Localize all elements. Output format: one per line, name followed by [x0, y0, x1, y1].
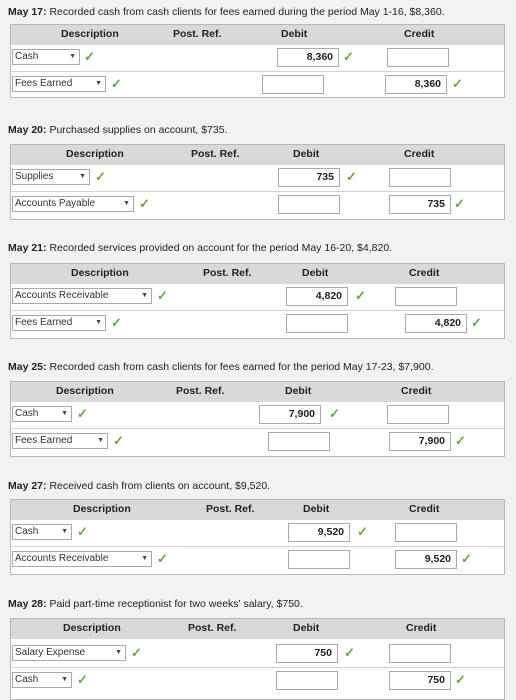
dropdown-arrow-icon: ▼	[61, 410, 68, 417]
dropdown-arrow-icon: ▼	[141, 292, 148, 299]
table-header	[11, 619, 504, 639]
credit-input[interactable]	[389, 644, 451, 663]
account-name: Accounts Receivable	[15, 553, 109, 564]
check-icon: ✓	[455, 672, 466, 687]
credit-input[interactable]: 4,820	[405, 314, 467, 333]
account-name: Accounts Payable	[15, 198, 96, 209]
check-icon: ✓	[346, 169, 357, 184]
account-name: Fees Earned	[15, 78, 73, 89]
credit-header: Credit	[404, 148, 435, 160]
account-select[interactable]	[12, 315, 106, 331]
table-header	[11, 25, 504, 45]
journal-row-credit	[11, 428, 504, 454]
entry-prompt	[8, 480, 270, 492]
entry-prompt	[8, 361, 434, 373]
debit-header: Debit	[303, 503, 330, 515]
journal-table	[10, 263, 505, 339]
entry-text: Recorded cash from cash clients for fees earned during the period May 1-16, $8,360.	[49, 6, 445, 18]
journal-row-debit	[11, 284, 504, 310]
check-icon: ✓	[461, 551, 472, 566]
check-icon: ✓	[452, 76, 463, 91]
entry-text: Paid part-time receptionist for two weeks' salary, $750.	[49, 598, 303, 610]
credit-header: Credit	[409, 503, 440, 515]
dropdown-arrow-icon: ▼	[61, 528, 68, 535]
check-icon: ✓	[454, 196, 465, 211]
dropdown-arrow-icon: ▼	[97, 437, 104, 444]
post-ref-header: Post. Ref.	[191, 148, 240, 160]
debit-input[interactable]	[262, 75, 324, 94]
entry-date: May 20:	[8, 124, 47, 136]
journal-row-credit	[11, 667, 504, 693]
check-icon: ✓	[77, 524, 88, 539]
account-select[interactable]	[12, 406, 72, 422]
dropdown-arrow-icon: ▼	[123, 200, 130, 207]
account-select[interactable]	[12, 433, 108, 449]
entry-text: Recorded cash from cash clients for fees earned for the period May 17-23, $7,900.	[49, 361, 434, 373]
credit-input[interactable]	[395, 287, 457, 306]
description-header: Description	[73, 503, 131, 515]
journal-row-credit	[11, 546, 504, 572]
check-icon: ✓	[111, 315, 122, 330]
debit-input[interactable]: 7,900	[259, 405, 321, 424]
account-name: Supplies	[15, 171, 54, 182]
account-name: Cash	[15, 526, 39, 537]
journal-row-debit	[11, 45, 504, 71]
entry-date: May 21:	[8, 242, 47, 254]
check-icon: ✓	[95, 169, 106, 184]
check-icon: ✓	[111, 76, 122, 91]
debit-header: Debit	[293, 622, 320, 634]
dropdown-arrow-icon: ▼	[79, 173, 86, 180]
dropdown-arrow-icon: ▼	[69, 53, 76, 60]
journal-row-debit	[11, 520, 504, 546]
debit-input[interactable]	[276, 671, 338, 690]
debit-header: Debit	[281, 28, 308, 40]
journal-row-credit	[11, 71, 504, 97]
check-icon: ✓	[471, 315, 482, 330]
debit-input[interactable]: 4,820	[286, 287, 348, 306]
entry-prompt	[8, 6, 445, 18]
description-header: Description	[66, 148, 124, 160]
account-select[interactable]	[12, 196, 134, 212]
debit-input[interactable]	[278, 195, 340, 214]
account-name: Accounts Receivable	[15, 290, 109, 301]
dropdown-arrow-icon: ▼	[141, 555, 148, 562]
check-icon: ✓	[157, 551, 168, 566]
account-name: Fees Earned	[15, 435, 73, 446]
check-icon: ✓	[344, 645, 355, 660]
credit-input[interactable]	[387, 405, 449, 424]
entry-date: May 27:	[8, 480, 47, 492]
post-ref-header: Post. Ref.	[203, 267, 252, 279]
account-select[interactable]	[12, 49, 80, 65]
check-icon: ✓	[77, 672, 88, 687]
post-ref-header: Post. Ref.	[173, 28, 222, 40]
post-ref-header: Post. Ref.	[188, 622, 237, 634]
description-header: Description	[63, 622, 121, 634]
dropdown-arrow-icon: ▼	[115, 649, 122, 656]
check-icon: ✓	[139, 196, 150, 211]
table-header	[11, 264, 504, 284]
credit-header: Credit	[406, 622, 437, 634]
journal-table	[10, 381, 505, 457]
debit-header: Debit	[285, 385, 312, 397]
debit-input[interactable]	[286, 314, 348, 333]
entry-date: May 17:	[8, 6, 47, 18]
dropdown-arrow-icon: ▼	[61, 676, 68, 683]
account-name: Cash	[15, 674, 39, 685]
account-select[interactable]	[12, 288, 152, 304]
check-icon: ✓	[355, 288, 366, 303]
account-select[interactable]	[12, 169, 90, 185]
table-header	[11, 382, 504, 402]
journal-table	[10, 144, 505, 220]
check-icon: ✓	[455, 433, 466, 448]
table-header	[11, 145, 504, 165]
entry-text: Purchased supplies on account, $735.	[49, 124, 228, 136]
debit-header: Debit	[302, 267, 329, 279]
account-select[interactable]	[12, 672, 72, 688]
journal-row-credit	[11, 310, 504, 336]
journal-table	[10, 618, 505, 700]
journal-row-debit	[11, 402, 504, 428]
post-ref-header: Post. Ref.	[206, 503, 255, 515]
post-ref-header: Post. Ref.	[176, 385, 225, 397]
debit-input[interactable]: 735	[278, 168, 340, 187]
debit-input[interactable]	[288, 550, 350, 569]
dropdown-arrow-icon: ▼	[95, 80, 102, 87]
table-header	[11, 500, 504, 520]
journal-table	[10, 499, 505, 575]
check-icon: ✓	[343, 49, 354, 64]
credit-header: Credit	[409, 267, 440, 279]
journal-row-debit	[11, 165, 504, 191]
debit-input[interactable]: 750	[276, 644, 338, 663]
debit-header: Debit	[293, 148, 320, 160]
entry-prompt	[8, 124, 228, 136]
check-icon: ✓	[157, 288, 168, 303]
entry-text: Received cash from clients on account, $9,520.	[49, 480, 271, 492]
entry-text: Recorded services provided on account for the period May 16-20, $4,820.	[49, 242, 393, 254]
account-name: Cash	[15, 51, 39, 62]
journal-row-debit	[11, 641, 504, 667]
debit-input[interactable]	[268, 432, 330, 451]
credit-input[interactable]: 9,520	[395, 550, 457, 569]
credit-input[interactable]: 8,360	[385, 75, 447, 94]
account-name: Fees Earned	[15, 317, 73, 328]
credit-input[interactable]: 735	[389, 195, 451, 214]
credit-input[interactable]: 7,900	[389, 432, 451, 451]
description-header: Description	[61, 28, 119, 40]
account-select[interactable]	[12, 551, 152, 567]
journal-row-credit	[11, 191, 504, 217]
account-select[interactable]	[12, 76, 106, 92]
account-select[interactable]	[12, 645, 126, 661]
journal-table	[10, 24, 505, 98]
debit-input[interactable]: 9,520	[288, 523, 350, 542]
description-header: Description	[71, 267, 129, 279]
check-icon: ✓	[357, 524, 368, 539]
check-icon: ✓	[131, 645, 142, 660]
check-icon: ✓	[329, 406, 340, 421]
entry-date: May 28:	[8, 598, 47, 610]
entry-prompt	[8, 598, 303, 610]
check-icon: ✓	[84, 49, 95, 64]
check-icon: ✓	[113, 433, 124, 448]
check-icon: ✓	[77, 406, 88, 421]
credit-input[interactable]	[387, 48, 449, 67]
entry-prompt	[8, 242, 392, 254]
credit-input[interactable]	[389, 168, 451, 187]
account-name: Salary Expense	[15, 647, 86, 658]
debit-input[interactable]: 8,360	[277, 48, 339, 67]
credit-input[interactable]: 750	[389, 671, 451, 690]
dropdown-arrow-icon: ▼	[95, 319, 102, 326]
credit-header: Credit	[401, 385, 432, 397]
account-name: Cash	[15, 408, 39, 419]
description-header: Description	[56, 385, 114, 397]
entry-date: May 25:	[8, 361, 47, 373]
account-select[interactable]	[12, 524, 72, 540]
credit-header: Credit	[404, 28, 435, 40]
credit-input[interactable]	[395, 523, 457, 542]
